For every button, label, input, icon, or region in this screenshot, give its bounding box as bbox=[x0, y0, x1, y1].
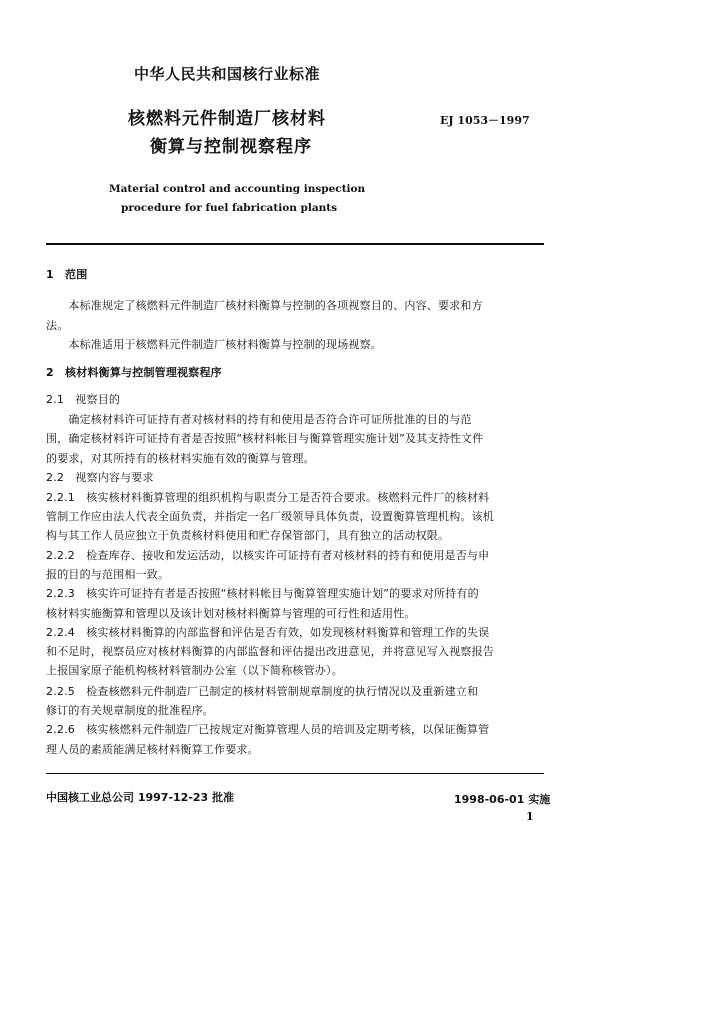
body-text-line: 的要求，对其所持有的核材料实施有效的衡算与管理。 bbox=[46, 452, 315, 465]
body-text-line: 2.2.6 核实核燃料元件制造厂已按规定对衡算管理人员的培训及定期考核，以保证衡算管 bbox=[46, 723, 490, 736]
title-chinese-line2: 衡算与控制视察程序 bbox=[150, 137, 312, 157]
section-heading: 2 核材料衡算与控制管理视察程序 bbox=[46, 366, 222, 379]
body-text-line: 管制工作应由法人代表全面负责，并指定一名厂级领导具体负责，设置衡算管理机构。该机 bbox=[46, 510, 494, 523]
title-english-line2: procedure for fuel fabrication plants bbox=[121, 202, 338, 214]
standard-code: EJ 1053－1997 bbox=[440, 114, 530, 127]
page-number: 1 bbox=[526, 810, 534, 823]
title-english-line1: Material control and accounting inspection bbox=[109, 183, 366, 195]
body-text-line: 和不足时，视察员应对核材料衡算的内部监督和评估提出改进意见，并将意见写入视察报告 bbox=[46, 645, 494, 658]
effective-date: 1998-06-01 实施 bbox=[454, 793, 551, 806]
title-chinese-line1: 核燃料元件制造厂核材料 bbox=[128, 109, 326, 129]
standard-category: 中华人民共和国核行业标准 bbox=[134, 65, 321, 83]
body-text-line: 上报国家原子能机构核材料管制办公室（以下简称核管办）。 bbox=[46, 664, 343, 677]
body-text-line: 本标准适用于核燃料元件制造厂核材料衡算与控制的现场视察。 bbox=[46, 338, 382, 351]
body-text-line: 2.2.3 核实许可证持有者是否按照“核材料帐目与衡算管理实施计划”的要求对所持有的 bbox=[46, 587, 479, 600]
body-text-line: 构与其工作人员应独立于负责核材料使用和贮存保管部门，具有独立的活动权限。 bbox=[46, 529, 450, 542]
body-text-line: 2.2 视察内容与要求 bbox=[46, 471, 154, 484]
body-text-line: 2.2.2 检查库存、接收和发运活动，以核实许可证持有者对核材料的持有和使用是否与申 bbox=[46, 549, 490, 562]
body-text-line: 理人员的素质能满足核材料衡算工作要求。 bbox=[46, 743, 259, 756]
body-text-line: 修订的有关规章制度的批准程序。 bbox=[46, 704, 214, 717]
body-text-line: 2.2.1 核实核材料衡算管理的组织机构与职责分工是否符合要求。核燃料元件厂的核材料 bbox=[46, 491, 490, 504]
body-text-line: 法。 bbox=[46, 319, 69, 332]
body-text-line: 2.2.5 检查核燃料元件制造厂已制定的核材料管制规章制度的执行情况以及重新建立和 bbox=[46, 685, 479, 698]
body-text-line: 2.2.4 核实核材料衡算的内部监督和评估是否有效，如发现核材料衡算和管理工作的失误 bbox=[46, 626, 490, 639]
body-text-line: 核材料实施衡算和管理以及该计划对核材料衡算与管理的可行性和适用性。 bbox=[46, 607, 416, 620]
header-divider bbox=[46, 243, 544, 245]
footer-divider bbox=[46, 773, 544, 774]
body-text-line: 本标准规定了核燃料元件制造厂核材料衡算与控制的各项视察目的、内容、要求和方 bbox=[46, 299, 483, 312]
body-text-line: 2.1 视察目的 bbox=[46, 393, 121, 406]
section-heading: 1 范围 bbox=[46, 268, 88, 281]
body-text-line: 报的目的与范围相一致。 bbox=[46, 568, 170, 581]
approval-line: 中国核工业总公司 1997-12-23 批准 bbox=[46, 791, 235, 804]
body-text-line: 围，确定核材料许可证持有者是否按照“核材料帐目与衡算管理实施计划”及其支持性文件 bbox=[46, 432, 484, 445]
body-text-line: 确定核材料许可证持有者对核材料的持有和使用是否符合许可证所批准的目的与范 bbox=[46, 413, 472, 426]
